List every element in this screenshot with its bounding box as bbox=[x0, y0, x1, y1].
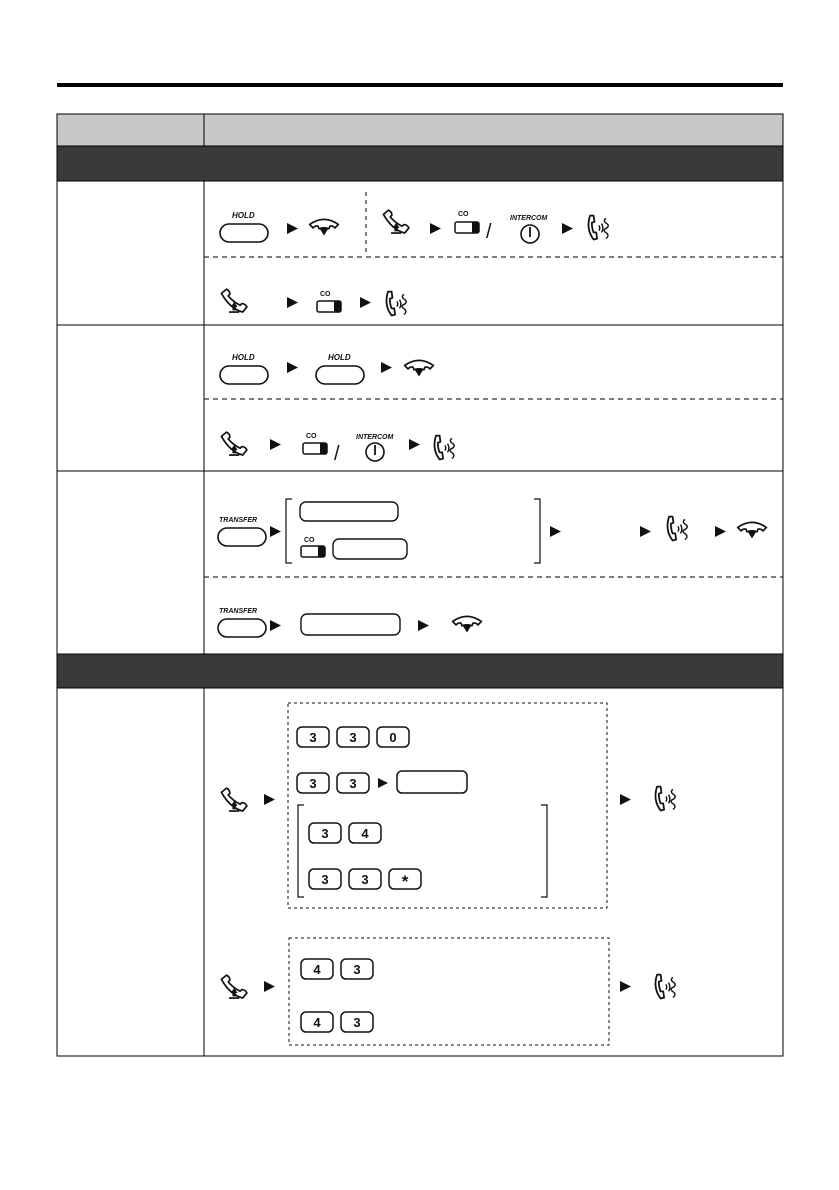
transfer-button[interactable] bbox=[218, 517, 266, 546]
key-0: 0 bbox=[389, 730, 397, 745]
hold-label: HOLD bbox=[232, 211, 255, 220]
transfer-button[interactable] bbox=[218, 608, 266, 637]
arrow-right-icon bbox=[270, 620, 281, 631]
intercom-button[interactable] bbox=[510, 215, 548, 243]
off-hook-icon bbox=[221, 788, 247, 811]
hang-up-icon bbox=[310, 219, 339, 235]
hang-up-icon bbox=[453, 616, 482, 632]
intercom-label: INTERCOM bbox=[510, 215, 548, 222]
co-label: CO bbox=[458, 211, 469, 218]
transfer-label: TRANSFER bbox=[219, 608, 258, 615]
co-label: CO bbox=[306, 433, 317, 440]
dial-sequence-330 bbox=[297, 727, 409, 747]
key-3: 3 bbox=[321, 826, 329, 841]
talk-icon bbox=[655, 787, 675, 811]
number-entry-box bbox=[301, 614, 400, 635]
talk-icon bbox=[588, 216, 608, 240]
dial-sequence-33-number bbox=[297, 771, 467, 793]
transfer-label: TRANSFER bbox=[219, 517, 258, 524]
hang-up-icon bbox=[738, 522, 767, 538]
arrow-right-icon bbox=[287, 362, 298, 373]
talk-icon bbox=[655, 975, 675, 999]
co-button[interactable] bbox=[303, 433, 327, 454]
off-hook-icon bbox=[221, 289, 247, 312]
section-band-2 bbox=[57, 654, 783, 688]
hang-up-icon bbox=[405, 360, 434, 376]
arrow-right-icon bbox=[264, 981, 275, 992]
arrow-right-icon bbox=[418, 620, 429, 631]
key-3: 3 bbox=[309, 776, 317, 791]
key-3: 3 bbox=[353, 1015, 361, 1030]
or-slash: / bbox=[334, 443, 340, 465]
key-star: * bbox=[401, 872, 409, 891]
hold-button-2[interactable] bbox=[316, 353, 364, 384]
co-button[interactable] bbox=[301, 537, 325, 557]
talk-icon bbox=[386, 292, 406, 316]
key-3: 3 bbox=[349, 776, 357, 791]
arrow-right-icon bbox=[550, 526, 561, 537]
key-4: 4 bbox=[313, 1015, 321, 1030]
arrow-right-icon bbox=[378, 778, 388, 788]
hold-label: HOLD bbox=[232, 353, 255, 362]
arrow-right-icon bbox=[430, 223, 441, 234]
extension-number-box bbox=[397, 771, 467, 793]
dial-sequence-33-star bbox=[309, 869, 421, 891]
co-button[interactable] bbox=[455, 211, 479, 233]
section-band-1 bbox=[57, 146, 783, 181]
talk-icon bbox=[434, 436, 454, 460]
key-3: 3 bbox=[309, 730, 317, 745]
arrow-right-icon bbox=[562, 223, 573, 234]
arrow-right-icon bbox=[264, 794, 275, 805]
section-1-body bbox=[57, 181, 783, 654]
dial-options-box-b bbox=[289, 938, 609, 1045]
talk-icon bbox=[667, 517, 687, 541]
off-hook-icon bbox=[221, 975, 247, 998]
co-label: CO bbox=[320, 291, 331, 298]
number-entry-box bbox=[300, 502, 398, 521]
top-rule bbox=[57, 83, 783, 87]
key-4: 4 bbox=[313, 962, 321, 977]
arrow-right-icon bbox=[287, 223, 298, 234]
arrow-right-icon bbox=[640, 526, 651, 537]
intercom-label: INTERCOM bbox=[356, 434, 394, 441]
arrow-right-icon bbox=[287, 297, 298, 308]
key-3: 3 bbox=[353, 962, 361, 977]
key-3: 3 bbox=[349, 730, 357, 745]
arrow-right-icon bbox=[270, 439, 281, 450]
or-slash: / bbox=[486, 221, 492, 243]
arrow-right-icon bbox=[360, 297, 371, 308]
dial-sequence-34 bbox=[309, 823, 381, 843]
key-3: 3 bbox=[361, 872, 369, 887]
arrow-right-icon bbox=[715, 526, 726, 537]
key-3: 3 bbox=[321, 872, 329, 887]
hold-button-1[interactable] bbox=[220, 353, 268, 384]
off-hook-icon bbox=[221, 432, 247, 455]
off-hook-icon bbox=[383, 210, 409, 233]
dial-sequence-43-a bbox=[301, 959, 373, 979]
arrow-right-icon bbox=[381, 362, 392, 373]
dial-sequence-43-b bbox=[301, 1012, 373, 1032]
co-label: CO bbox=[304, 537, 315, 544]
key-4: 4 bbox=[361, 826, 369, 841]
hold-label: HOLD bbox=[328, 353, 351, 362]
row1a-hold-button[interactable] bbox=[220, 211, 268, 242]
arrow-right-icon bbox=[620, 794, 631, 805]
arrow-right-icon bbox=[409, 439, 420, 450]
intercom-button[interactable] bbox=[356, 434, 394, 461]
arrow-right-icon bbox=[620, 981, 631, 992]
table-header-row bbox=[57, 114, 783, 146]
phone-number-box bbox=[333, 539, 407, 559]
arrow-right-icon bbox=[270, 526, 281, 537]
co-button[interactable] bbox=[317, 291, 341, 312]
